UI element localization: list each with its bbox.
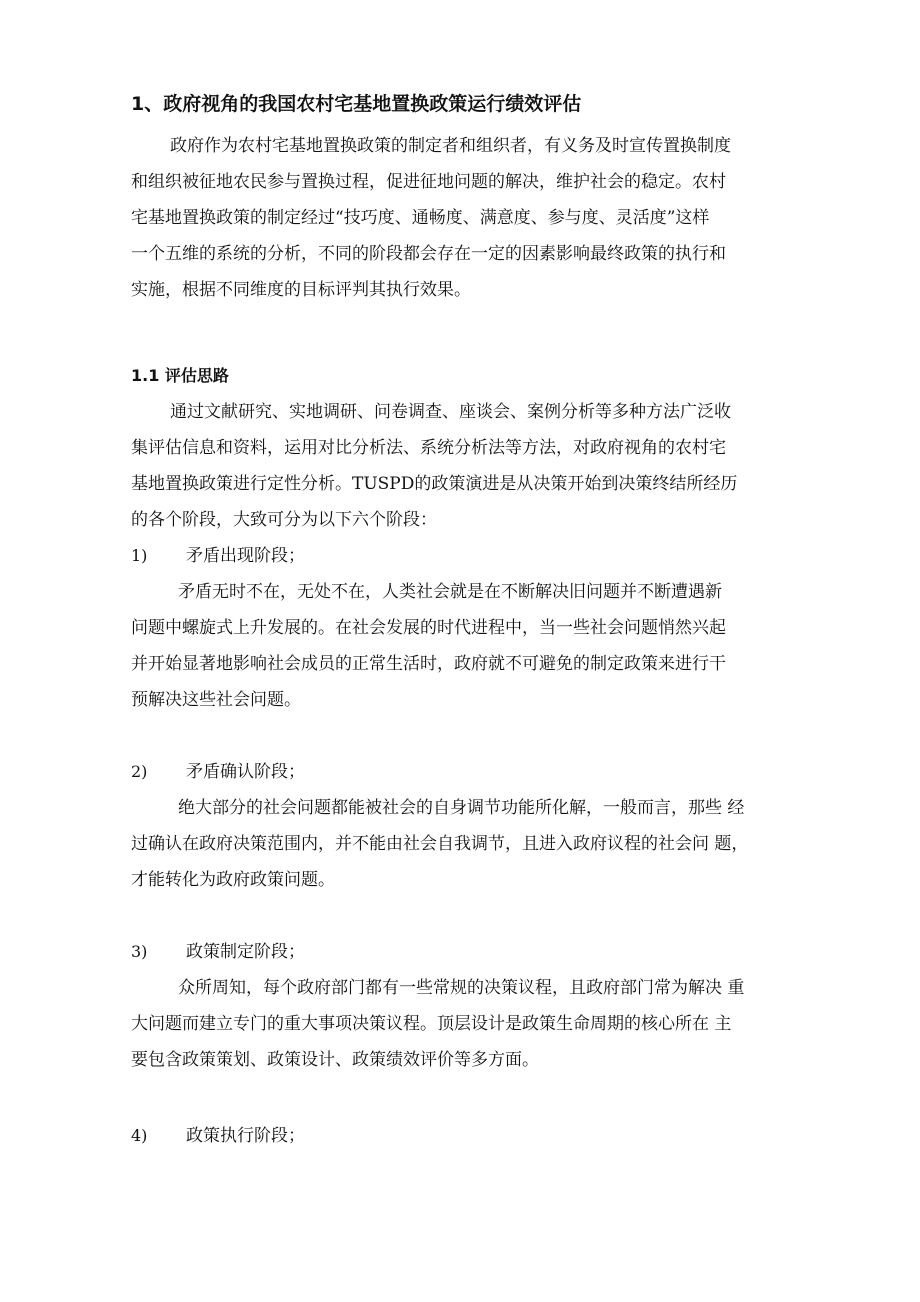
paragraph-line: 预解决这些社会问题。 bbox=[131, 690, 301, 710]
stage-number: 2) bbox=[131, 762, 148, 781]
paragraph-line: 大问题而建立专门的重大事项决策议程。顶层设计是政策生命周期的核心所在 主 bbox=[131, 1014, 732, 1034]
paragraph-line: 要包含政策策划、政策设计、政策绩效评价等多方面。 bbox=[131, 1050, 539, 1070]
stage-number: 3) bbox=[131, 942, 148, 961]
paragraph-line: 实施，根据不同维度的目标评判其执行效果。 bbox=[131, 280, 471, 300]
stage-number: 4) bbox=[131, 1126, 148, 1145]
stage-number: 1) bbox=[131, 546, 148, 565]
paragraph-line: 绝大部分的社会问题都能被社会的自身调节功能所化解，一般而言，那些 经 bbox=[178, 798, 745, 818]
stage-label: 矛盾出现阶段； bbox=[186, 546, 305, 566]
paragraph-line: 并开始显著地影响社会成员的正常生活时，政府就不可避免的制定政策来进行干 bbox=[131, 654, 726, 674]
paragraph-line: 矛盾无时不在，无处不在，人类社会就是在不断解决旧问题并不断遭遇新 bbox=[178, 582, 722, 602]
stage-label: 政策制定阶段； bbox=[186, 942, 305, 962]
paragraph-line: 一个五维的系统的分析，不同的阶段都会存在一定的因素影响最终政策的执行和 bbox=[131, 244, 726, 264]
paragraph-line: 过确认在政府决策范围内，并不能由社会自我调节，且进入政府议程的社会问 题， bbox=[131, 834, 749, 854]
subsection-heading: 1.1 评估思路 bbox=[131, 366, 229, 385]
paragraph-line: 问题中螺旋式上升发展的。在社会发展的时代进程中，当一些社会问题悄然兴起 bbox=[131, 618, 726, 638]
paragraph-line: 众所周知，每个政府部门都有一些常规的决策议程，且政府部门常为解决 重 bbox=[178, 978, 745, 998]
section-heading: 1、政府视角的我国农村宅基地置换政策运行绩效评估 bbox=[131, 93, 582, 115]
paragraph-line: 集评估信息和资料，运用对比分析法、系统分析法等方法，对政府视角的农村宅 bbox=[131, 438, 726, 458]
paragraph-line: 的各个阶段，大致可分为以下六个阶段： bbox=[131, 510, 437, 530]
stage-label: 矛盾确认阶段； bbox=[186, 762, 305, 782]
paragraph-line: 才能转化为政府政策问题。 bbox=[131, 870, 335, 890]
stage-label: 政策执行阶段； bbox=[186, 1126, 305, 1146]
paragraph-line: 和组织被征地农民参与置换过程，促进征地问题的解决，维护社会的稳定。农村 bbox=[131, 172, 726, 192]
paragraph-line: 政府作为农村宅基地置换政策的制定者和组织者，有义务及时宣传置换制度 bbox=[170, 136, 731, 156]
paragraph-line: 基地置换政策进行定性分析。TUSPD的政策演进是从决策开始到决策终结所经历 bbox=[131, 474, 738, 494]
paragraph-line: 宅基地置换政策的制定经过“技巧度、通畅度、满意度、参与度、灵活度”这样 bbox=[131, 208, 710, 228]
paragraph-line: 通过文献研究、实地调研、问卷调查、座谈会、案例分析等多种方法广泛收 bbox=[170, 402, 731, 422]
